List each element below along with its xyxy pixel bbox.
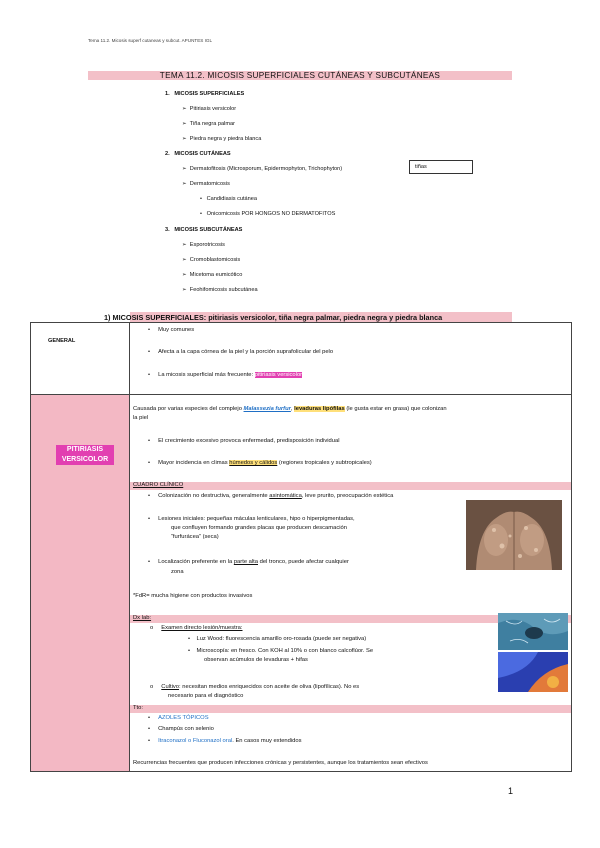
dx-subitem: • Luz Wood: fluorescencia amarillo oro-rosada (puede ser negativa) [188, 636, 367, 642]
outline-item: ➢ Pitiriasis versicolor [182, 106, 237, 112]
dx-item-cont: necesario para el diagnóstico [168, 693, 244, 699]
microscopy-photo [498, 613, 568, 650]
outline-section-3: 3. MICOSIS SUBCUTÁNEAS [165, 227, 243, 233]
bullet-item: • Localización preferente en la parte alta del tronco, puede afectar cualquier [148, 559, 349, 565]
tinas-callout-box: tiñas [409, 160, 473, 174]
outline-label: MICOSIS SUPERFICIALES [174, 91, 245, 97]
treatment-item: • AZOLES TÓPICOS [148, 715, 209, 721]
fdr-note: *FdR= mucha higiene con productos invasivos [133, 593, 253, 599]
outline-section-2: 2. MICOSIS CUTÁNEAS [165, 151, 231, 157]
treatment-item: • Itraconazol o Fluconazol oral. En casos muy extendidos [148, 738, 302, 744]
outline-item: ➢ Cromoblastomicosis [182, 257, 241, 263]
wood-light-photo [498, 652, 568, 692]
bullet-item: • Muy comunes [148, 327, 195, 333]
malassezia-link[interactable]: Malassezia furfur [243, 406, 291, 412]
bullet-continuation: zona [171, 569, 184, 575]
subsection-cuadro-clinico: CUADRO CLÍNICO [133, 482, 184, 488]
highlight-pitiriasis: pitiriasis versicolor [254, 372, 303, 378]
outline-item: ➢ Dermatofitosis (Microsporum, Epidermophyton, Trichophyton) [182, 166, 343, 172]
outline-item: ➢ Dermatomicosis [182, 181, 230, 187]
running-header: Tema 11.2. Micosis superf cutaneas y subcut. APUNTES IGL [88, 38, 212, 43]
subsection-highlight [130, 705, 571, 713]
dx-item: o Examen directo lesión/muestra: [150, 625, 243, 631]
outline-item: ➢ Piedra negra y piedra blanca [182, 136, 262, 142]
bullet-item: • La micosis superficial más frecuente: pitiriasis versicolor [148, 372, 303, 378]
row-label-pitiriasis-versicolor: PITIRIASIS VERSICOLOR [56, 445, 114, 465]
outline-subitem: • Onicomicosis POR HONGOS NO DERMATOFITOS [200, 211, 336, 217]
outline-item: ➢ Micetoma eumicótico [182, 272, 243, 278]
dx-item: o Cultivo: necesitan medios enriquecidos con aceite de oliva (lipofílicas). No es [150, 684, 360, 690]
recurrence-note: Recurrencias frecuentes que producen infecciones crónicas y persistentes, aunque los tratamientos sean efectivos [133, 760, 428, 766]
page-title: TEMA 11.2. MICOSIS SUPERFICIALES CUTÁNEAS Y SUBCUTÁNEAS [159, 71, 441, 80]
bullet-item: • Mayor incidencia en climas húmedos y cálidos (regiones tropicales y subtropicales) [148, 460, 372, 466]
outline-subitem: • Candidiasis cutánea [200, 196, 258, 202]
bullet-continuation: que confluyen formando grandes placas que producen descamación [171, 525, 347, 531]
subsection-tto: Tto: [133, 705, 143, 711]
outline-item: ➢ Esporotricosis [182, 242, 225, 248]
treatment-item: • Champús con selenio [148, 726, 214, 732]
bullet-item: • Afecta a la capa córnea de la piel y la porción suprafolicular del pelo [148, 349, 334, 355]
bullet-continuation: “furfurácea” (seca) [171, 534, 219, 540]
back-lesions-photo [466, 500, 562, 570]
page-number: 1 [508, 786, 514, 796]
dx-subitem: • Microscopía: en fresco. Con KOH al 10% o con blanco calcoflúor. Se [188, 648, 374, 654]
row-label-general: GENERAL [48, 338, 76, 344]
outline-section-1 [165, 91, 244, 98]
subsection-highlight [130, 482, 571, 490]
bullet-item: • El crecimiento excesivo provoca enfermedad, predisposición individual [148, 438, 340, 444]
bullet-item: • Lesiones iniciales: pequeñas máculas lenticulares, hipo o hiperpigmentadas, [148, 516, 355, 522]
outline-item: ➢ Feohifomicosis subcutánea [182, 287, 258, 293]
outline-item: ➢ Tiña negra palmar [182, 121, 235, 127]
table-divider [30, 394, 572, 395]
intro-paragraph-cont: la piel [133, 415, 149, 421]
bullet-item: • Colonización no destructiva, generalmente asintomática, leve prurito, preocupación estética [148, 493, 394, 499]
dx-subitem-cont: observan acúmulos de levaduras + hifas [204, 657, 308, 663]
subsection-dx-lab: Dx lab: [133, 615, 152, 621]
intro-paragraph: Causada por varias especies del complejo Malassezia furfur, levaduras lipófilas (le gusta estar en grasa) que colonizan [133, 406, 447, 412]
section-heading: 1) MICOSIS SUPERFICIALES: pitiriasis versicolor, tiña negra palmar, piedra negra y piedra blanca [104, 313, 443, 322]
outline-number: 1. [165, 91, 170, 97]
